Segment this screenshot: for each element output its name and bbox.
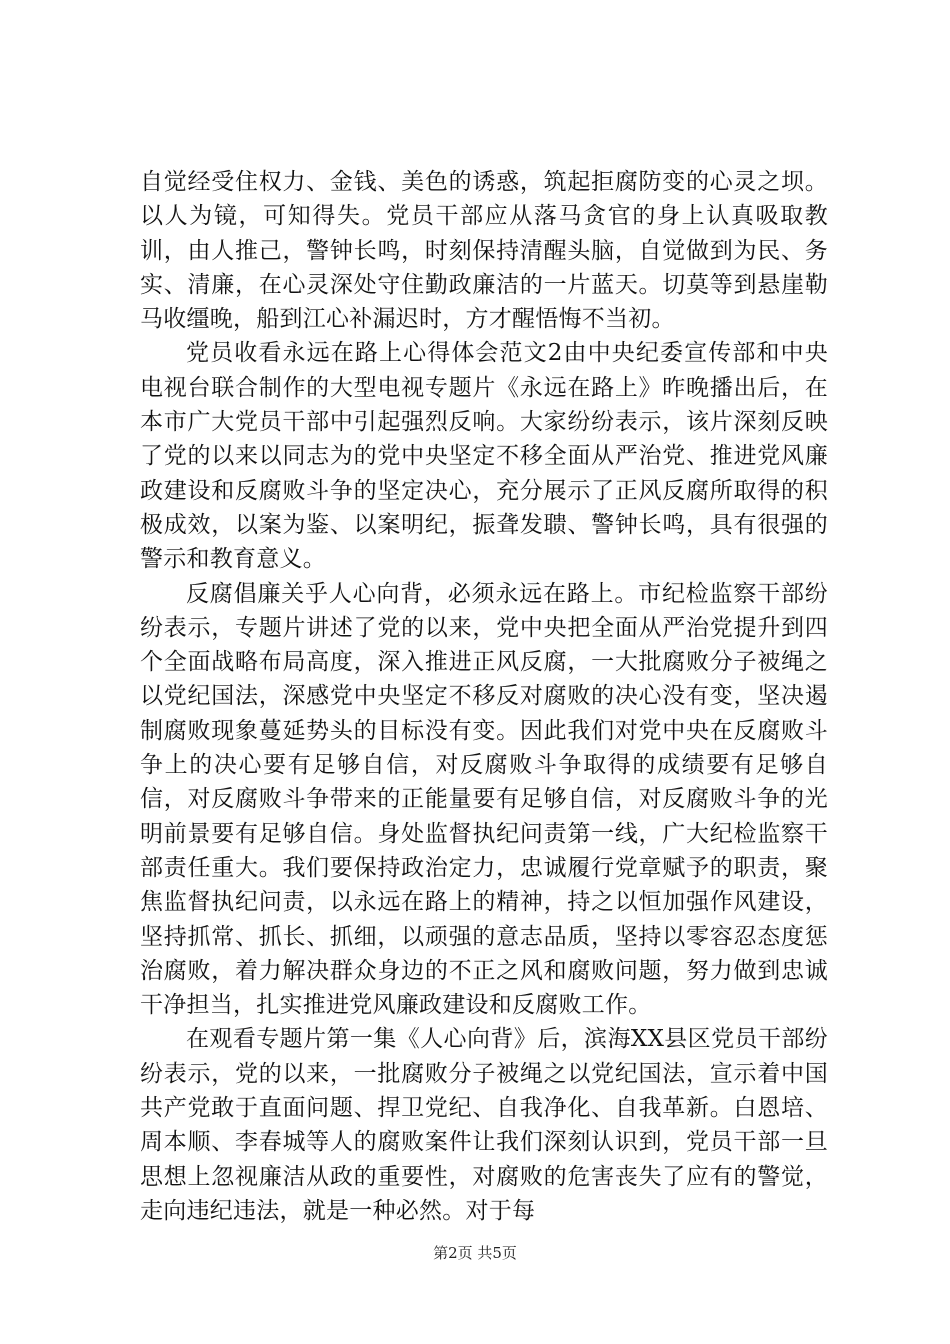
paragraph: 反腐倡廉关乎人心向背，必须永远在路上。市纪检监察干部纷纷表示，专题片讲述了党的以来，党中央把全面从严治党提升到四个全面战略布局高度，深入推进正风反腐，一大批腐败分子被绳之以党纪国法，深感党中央坚定不移反对腐败的决心没有变，坚决遏制腐败现象蔓延势头的目标没有变。因此我们对党中央在反腐败斗争上的决心要有足够自信，对反腐败斗争取得的成绩要有足够自信，对反腐败斗争带来的正能量要有足够自信，对反腐败斗争的光明前景要有足够自信。身处监督执纪问责第一线，广大纪检监察干部责任重大。我们要保持政治定力，忠诚履行党章赋予的职责，聚焦监督执纪问责，以永远在路上的精神，持之以恒加强作风建设，坚持抓常、抓长、抓细，以顽强的意志品质，坚持以零容忍态度惩治腐败，着力解决群众身边的不正之风和腐败问题，努力做到忠诚干净担当，扎实推进党风廉政建设和反腐败工作。 <box>140 580 828 1019</box>
document-body <box>140 165 828 1228</box>
paragraph: 在观看专题片第一集《人心向背》后，滨海XX县区党员干部纷纷表示，党的以来，一批腐败分子被绳之以党纪国法，宣示着中国共产党敢于直面问题、捍卫党纪、自我净化、自我革新。白恩培、周本顺、李春城等人的腐败案件让我们深刻认识到，党员干部一旦思想上忽视廉洁从政的重要性，对腐败的危害丧失了应有的警觉，走向违纪违法，就是一种必然。对于每 <box>140 1026 828 1224</box>
paragraph: 党员收看永远在路上心得体会范文2由中央纪委宣传部和中央电视台联合制作的大型电视专题片《永远在路上》昨晚播出后，在本市广大党员干部中引起强烈反响。大家纷纷表示，该片深刻反映了党的以来以同志为的党中央坚定不移全面从严治党、推进党风廉政建设和反腐败斗争的坚定决心，充分展示了正风反腐所取得的积极成效，以案为鉴、以案明纪，振聋发聩、警钟长鸣，具有很强的警示和教育意义。 <box>140 340 828 573</box>
paragraph: 自觉经受住权力、金钱、美色的诱惑，筑起拒腐防变的心灵之坝。以人为镜，可知得失。党员干部应从落马贪官的身上认真吸取教训，由人推己，警钟长鸣，时刻保持清醒头脑，自觉做到为民、务实、清廉，在心灵深处守住勤政廉洁的一片蓝天。切莫等到悬崖勒马收缰晚，船到江心补漏迟时，方才醒悟悔不当初。 <box>140 169 828 333</box>
page-number-footer: 第2页 共5页 <box>433 1244 517 1262</box>
